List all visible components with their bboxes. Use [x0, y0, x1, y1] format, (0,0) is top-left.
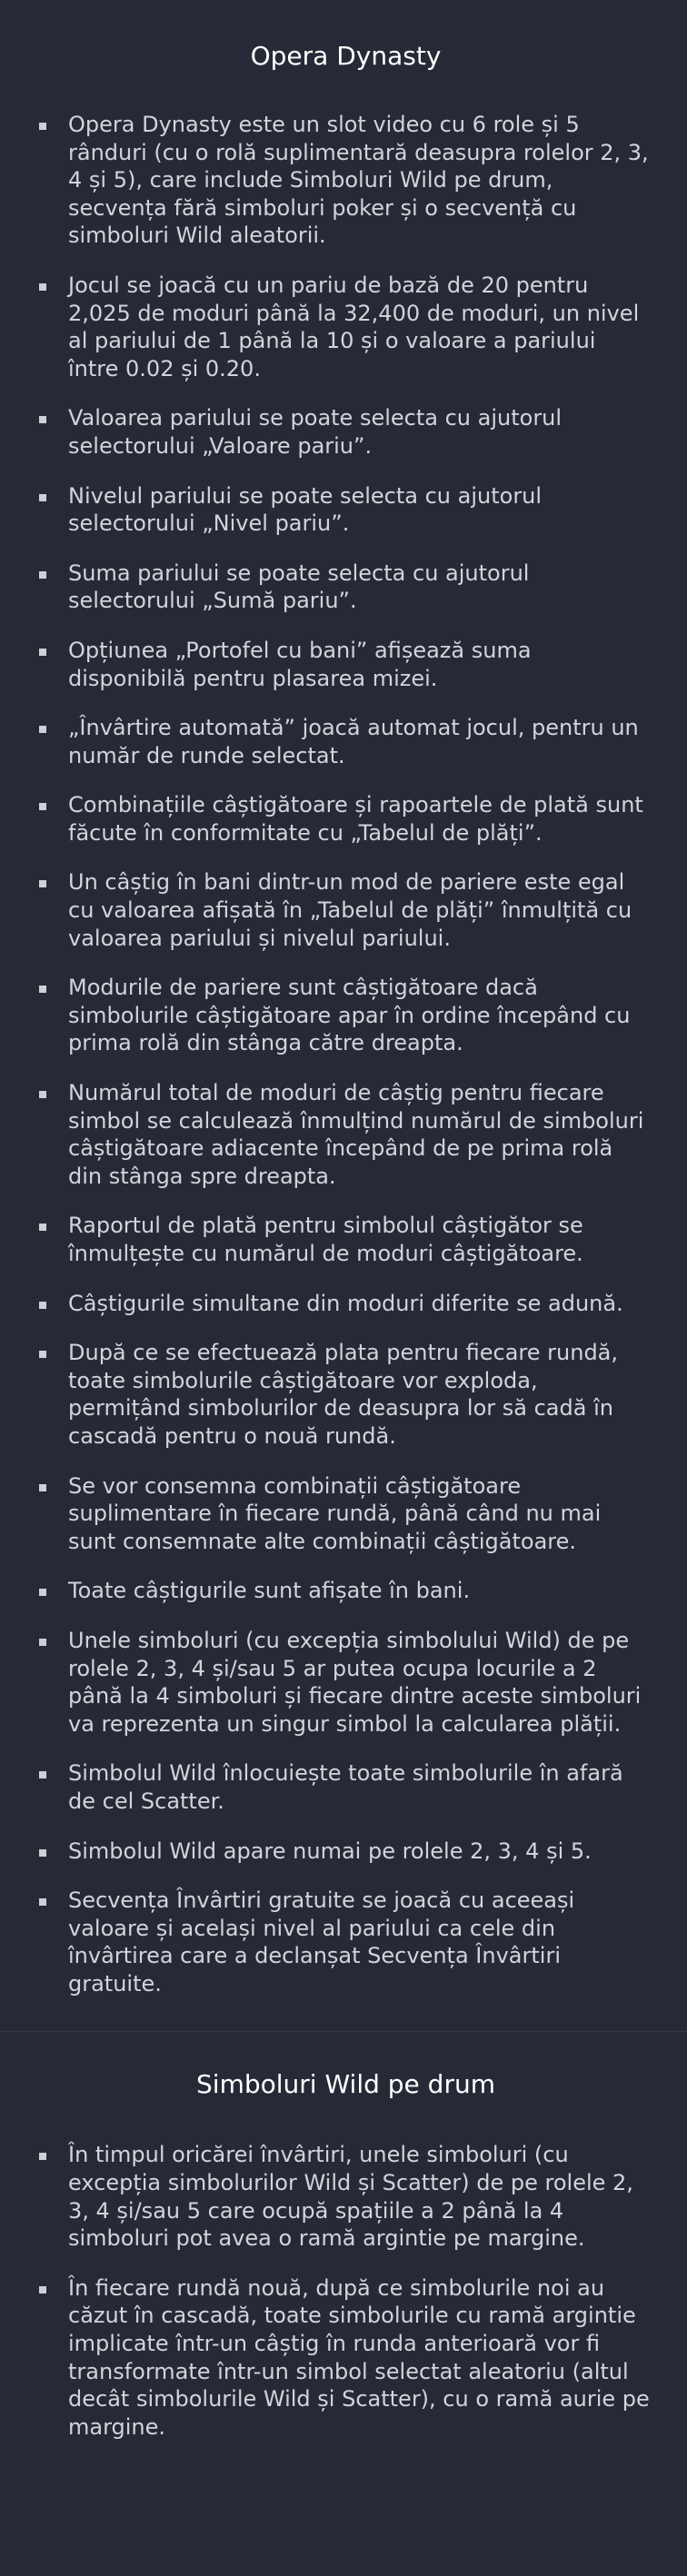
- rule-text: Toate câștigurile sunt afișate în bani.: [68, 1578, 471, 1604]
- bullet-square-icon: [39, 1849, 46, 1857]
- rule-item: [39, 272, 652, 382]
- bullet-square-icon: [39, 2153, 46, 2160]
- rule-item: [39, 868, 652, 952]
- rule-item: [39, 1290, 652, 1318]
- rule-item: [39, 1627, 652, 1738]
- rule-item: [39, 1577, 652, 1605]
- rule-text: „Învârtire automată” joacă automat jocul, pentru un număr de runde selectat.: [68, 715, 639, 768]
- rule-item: [39, 791, 652, 847]
- bullet-square-icon: [39, 986, 46, 993]
- rule-text: Suma pariului se poate selecta cu ajutorul selectorului „Sumă pariu”.: [68, 560, 530, 614]
- rule-item: [39, 637, 652, 692]
- rules-list: [39, 111, 652, 1997]
- section-wild-symbols-on-the-way: [0, 2031, 687, 2441]
- rule-item: [39, 1212, 652, 1267]
- bullet-square-icon: [39, 803, 46, 810]
- bullet-square-icon: [39, 571, 46, 579]
- rule-item: [39, 1472, 652, 1556]
- rule-item: [39, 482, 652, 538]
- rule-item: [39, 404, 652, 460]
- rule-item: [39, 560, 652, 615]
- bullet-square-icon: [39, 1898, 46, 1906]
- rule-text: Secvența Învârtiri gratuite se joacă cu aceeași valoare și același nivel al pariului ca cele din învârtirea care a declanșat Secvența Învârtiri gratuite.: [68, 1887, 575, 1996]
- rule-item: [39, 714, 652, 769]
- rule-text: Numărul total de moduri de câștig pentru fiecare simbol se calculează înmulțind numărul de simboluri câștigătoare adiacente începând de pe prima rolă din stânga spre dreapta.: [68, 1080, 644, 1189]
- rule-text: Valoarea pariului se poate selecta cu ajutorul selectorului „Valoare pariu”.: [68, 405, 563, 459]
- rule-text: Nivelul pariului se poate selecta cu ajutorul selectorului „Nivel pariu”.: [68, 482, 543, 537]
- rule-item: [39, 1339, 652, 1450]
- rule-item: [39, 1887, 652, 1997]
- rule-text: Jocul se joacă cu un pariu de bază de 20 pentru 2,025 de moduri până la 32,400 de moduri, un nivel al pariului de 1 până la 10 și o valoare a pariului între 0.02 și 0.20.: [68, 272, 640, 381]
- rule-item: [39, 974, 652, 1057]
- bullet-square-icon: [39, 1771, 46, 1778]
- bullet-square-icon: [39, 1639, 46, 1646]
- rule-text: Un câștig în bani dintr-un mod de pariere este egal cu valoarea afișată în „Tabelul de plăți” înmulțită cu valoarea pariului și nivelul pariului.: [68, 869, 632, 951]
- rule-item: [39, 1838, 652, 1866]
- rule-item: [39, 2274, 652, 2442]
- bullet-square-icon: [39, 1224, 46, 1231]
- rule-text: După ce se efectuează plata pentru fiecare rundă, toate simbolurile câștigătoare vor exploda, permițând simbolurilor de deasupra lor să cadă în cascadă pentru o nouă rundă.: [68, 1340, 619, 1449]
- bullet-square-icon: [39, 416, 46, 423]
- bullet-square-icon: [39, 283, 46, 291]
- bullet-square-icon: [39, 1351, 46, 1358]
- rule-text: Simbolul Wild apare numai pe rolele 2, 3, 4 și 5.: [68, 1838, 592, 1864]
- rule-item: [39, 111, 652, 250]
- bullet-square-icon: [39, 494, 46, 501]
- rules-list: [39, 2141, 652, 2441]
- rule-text: Opera Dynasty este un slot video cu 6 role și 5 rânduri (cu o rolă suplimentară deasupra rolelor 2, 3, 4 și 5), care include Simboluri Wild pe drum, secvența fără simboluri poker și o secvență cu simboluri Wild aleatorii.: [68, 112, 649, 249]
- bullet-square-icon: [39, 649, 46, 656]
- rule-text: În fiecare rundă nouă, după ce simbolurile noi au căzut în cascadă, toate simbolurile cu ramă argintie implicate într-un câștig în runda anterioară vor fi transformate într-un simbol selectat aleatoriu (altul decât simbolurile Wild și Scatter), cu o ramă aurie pe margine.: [68, 2274, 650, 2440]
- rule-text: În timpul oricărei învârtiri, unele simboluri (cu excepția simbolurilor Wild și Scatter) de pe rolele 2, 3, 4 și/sau 5 care ocupă spațiile a 2 până la 4 simboluri pot avea o ramă argintie pe margine.: [68, 2142, 633, 2252]
- section-title: Opera Dynasty: [250, 41, 442, 71]
- bullet-square-icon: [39, 1589, 46, 1596]
- rule-text: Combinațiile câștigătoare și rapoartele de plată sunt făcute în conformitate cu „Tabelul de plăți”.: [68, 792, 643, 846]
- rule-text: Simbolul Wild înlocuiește toate simbolurile în afară de cel Scatter.: [68, 1760, 623, 1814]
- rule-text: Unele simboluri (cu excepția simbolului Wild) de pe rolele 2, 3, 4 și/sau 5 ar putea ocupa locurile a 2 până la 4 simboluri și fiecare dintre aceste simboluri va reprezenta un singur simbol la calcularea plății.: [68, 1627, 642, 1737]
- rule-item: [39, 1759, 652, 1815]
- rule-text: Opțiunea „Portofel cu bani” afișează suma disponibilă pentru plasarea mizei.: [68, 637, 532, 691]
- rule-text: Modurile de pariere sunt câștigătoare dacă simbolurile câștigătoare apar în ordine începând cu prima rolă din stânga către dreapta.: [68, 975, 631, 1056]
- bullet-square-icon: [39, 1484, 46, 1491]
- bullet-square-icon: [39, 726, 46, 733]
- rule-item: [39, 1079, 652, 1190]
- bullet-square-icon: [39, 1091, 46, 1098]
- bullet-square-icon: [39, 880, 46, 887]
- rule-text: Câștigurile simultane din moduri diferite se adună.: [68, 1290, 623, 1316]
- section-title: Simboluri Wild pe drum: [196, 2069, 495, 2100]
- rule-item: [39, 2141, 652, 2252]
- bullet-square-icon: [39, 1302, 46, 1309]
- rule-text: Raportul de plată pentru simbolul câștigător se înmulțește cu numărul de moduri câștigătoare.: [68, 1213, 583, 1266]
- rule-text: Se vor consemna combinații câștigătoare suplimentare în fiecare rundă, până când nu mai sunt consemnate alte combinații câștigătoare.: [68, 1472, 602, 1554]
- bullet-square-icon: [39, 2286, 46, 2294]
- bullet-square-icon: [39, 123, 46, 130]
